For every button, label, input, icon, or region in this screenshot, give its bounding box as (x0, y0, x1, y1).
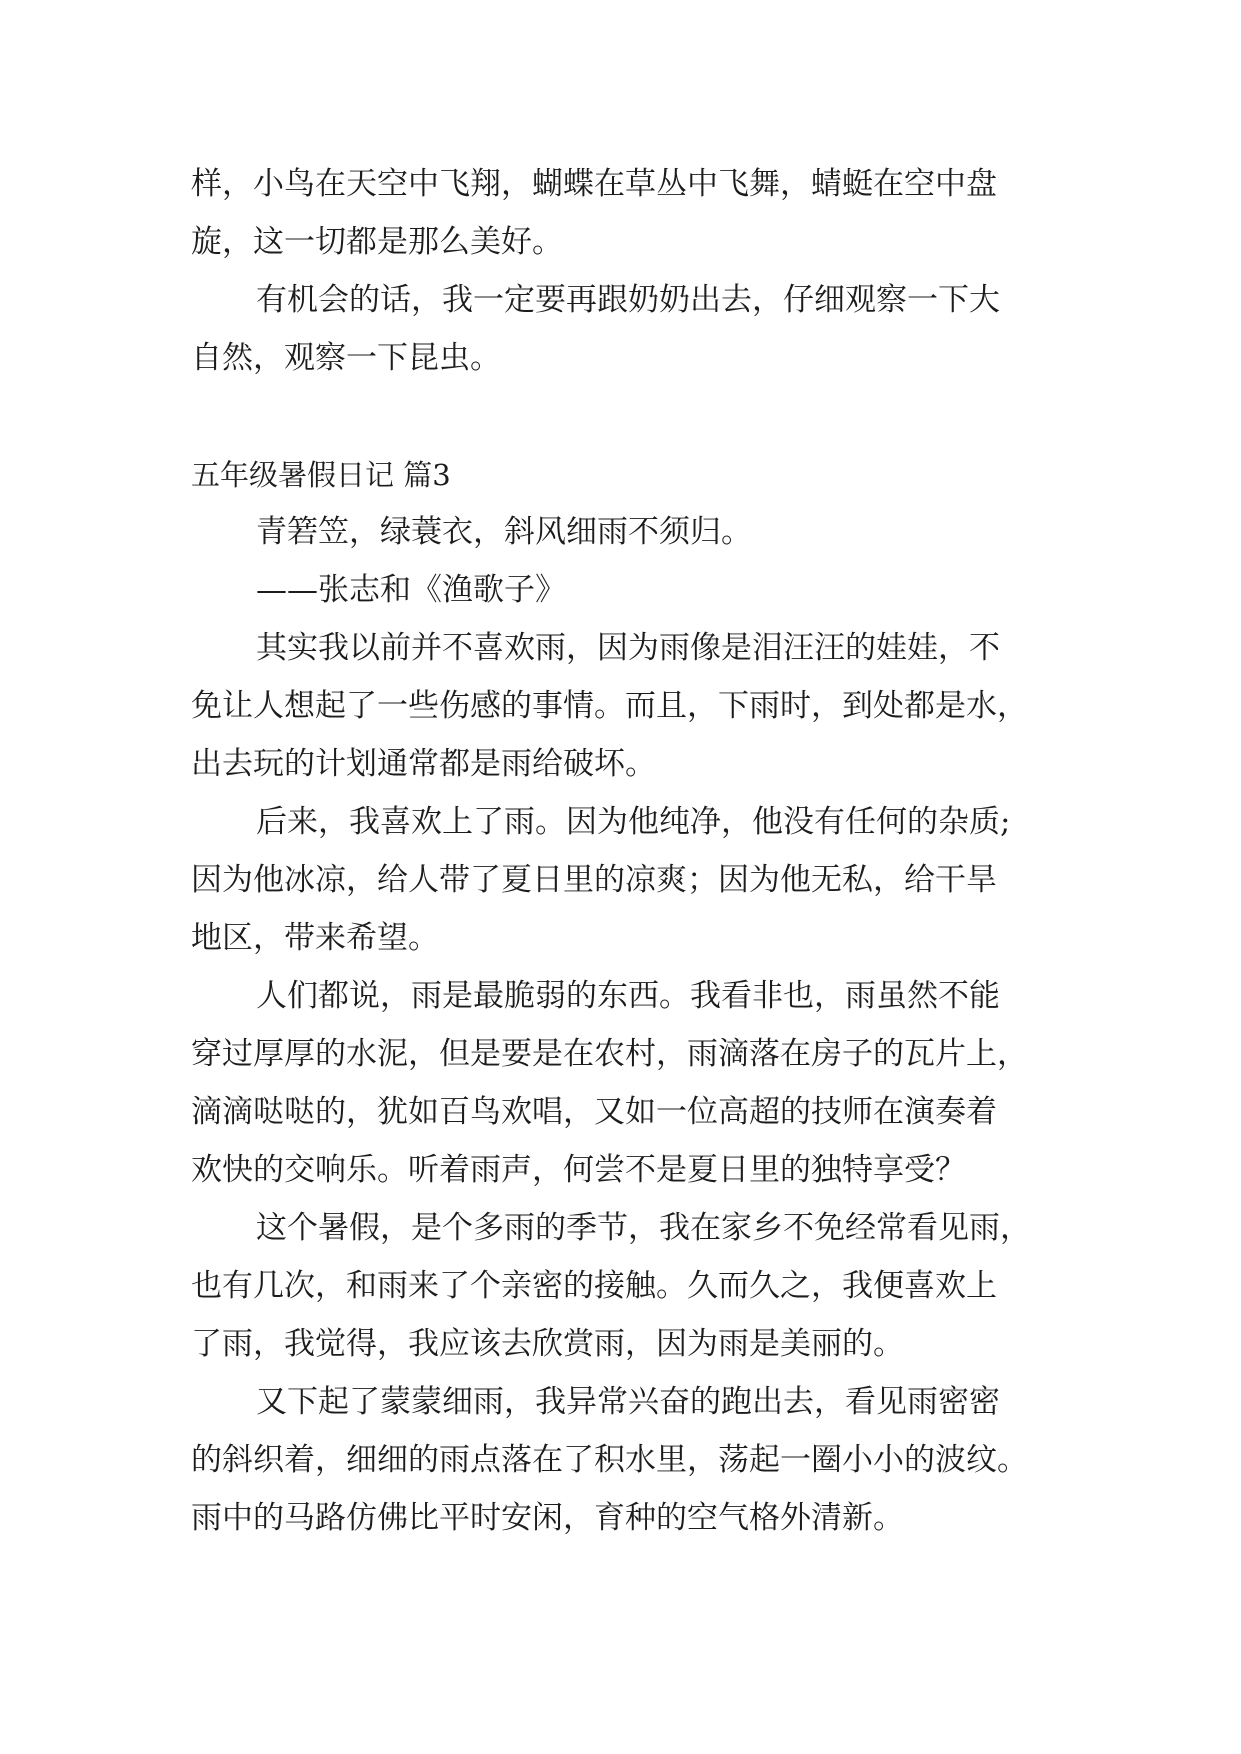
poem-quote-line: 青箬笠，绿蓑衣，斜风细雨不须归。 (256, 514, 752, 550)
paragraph-first-line: 其实我以前并不喜欢雨，因为雨像是泪汪汪的娃娃，不 (256, 630, 1000, 666)
body-text-line: 了雨，我觉得，我应该去欣赏雨，因为雨是美丽的。 (191, 1326, 904, 1362)
poem-attribution: ——张志和《渔歌子》 (256, 572, 566, 608)
body-text-line: 雨中的马路仿佛比平时安闲，育种的空气格外清新。 (191, 1500, 904, 1536)
body-text-line: 旋，这一切都是那么美好。 (191, 224, 563, 260)
body-text-line: 自然，观察一下昆虫。 (191, 340, 501, 376)
body-text-line: 欢快的交响乐。听着雨声，何尝不是夏日里的独特享受？ (191, 1152, 966, 1188)
paragraph-first-line: 这个暑假，是个多雨的季节，我在家乡不免经常看见雨， (256, 1210, 1031, 1246)
paragraph-first-line: 有机会的话，我一定要再跟奶奶出去，仔细观察一下大 (256, 282, 1000, 318)
paragraph-first-line: 后来，我喜欢上了雨。因为他纯净，他没有任何的杂质; (256, 804, 1011, 840)
paragraph-first-line: 人们都说，雨是最脆弱的东西。我看非也，雨虽然不能 (256, 978, 1000, 1014)
body-text-line: 出去玩的计划通常都是雨给破坏。 (191, 746, 656, 782)
body-text-line: 因为他冰凉，给人带了夏日里的凉爽；因为他无私，给干旱 (191, 862, 997, 898)
body-text-line: 穿过厚厚的水泥，但是要是在农村，雨滴落在房子的瓦片上， (191, 1036, 1028, 1072)
body-text-line: 样，小鸟在天空中飞翔，蝴蝶在草丛中飞舞，蜻蜓在空中盘 (191, 166, 997, 202)
body-text-line: 的斜织着，细细的雨点落在了积水里，荡起一圈小小的波纹。 (191, 1442, 1028, 1478)
body-text-line: 也有几次，和雨来了个亲密的接触。久而久之，我便喜欢上 (191, 1268, 997, 1304)
body-text-line: 滴滴哒哒的，犹如百鸟欢唱，又如一位高超的技师在演奏着 (191, 1094, 997, 1130)
body-text-line: 免让人想起了一些伤感的事情。而且，下雨时，到处都是水， (191, 688, 1028, 724)
paragraph-first-line: 又下起了蒙蒙细雨，我异常兴奋的跑出去，看见雨密密 (256, 1384, 1000, 1420)
section-heading: 五年级暑假日记 篇3 (191, 458, 451, 492)
body-text-line: 地区，带来希望。 (191, 920, 439, 956)
